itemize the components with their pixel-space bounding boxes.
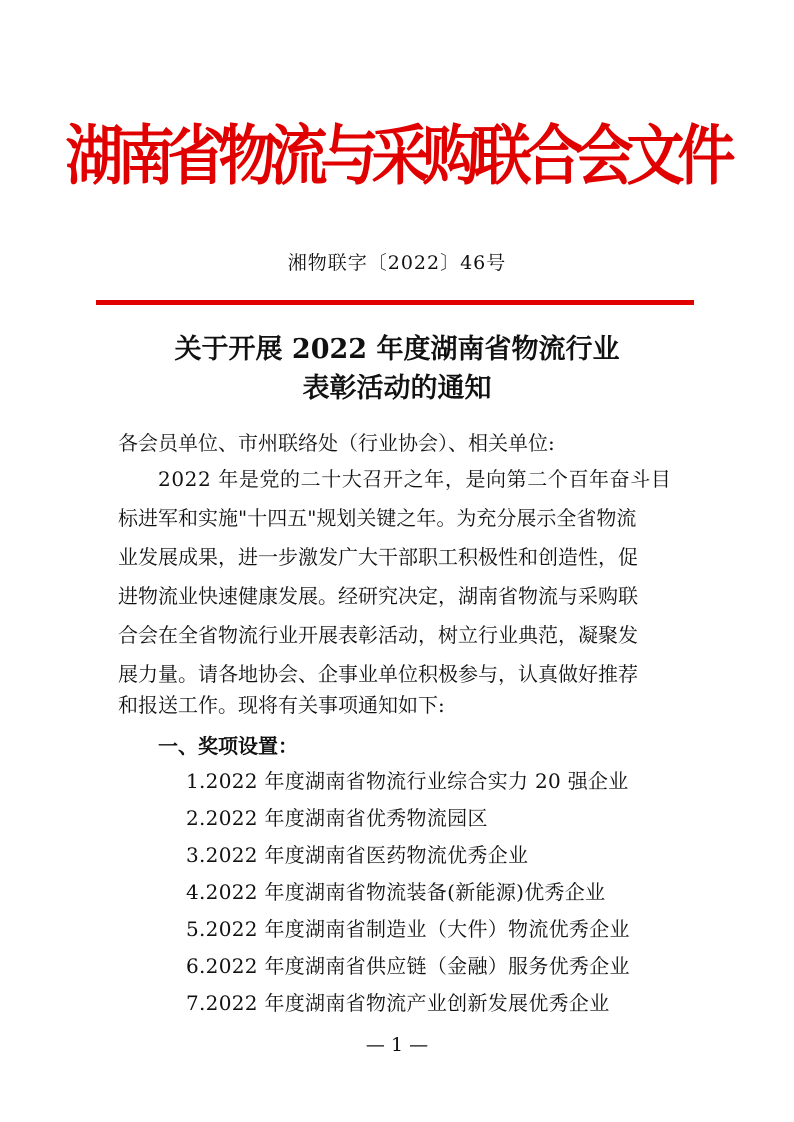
intro-paragraph-line: 和报送工作。现将有关事项通知如下: (118, 693, 445, 717)
intro-paragraph-line: 标进军和实施"十四五"规划关键之年。为充分展示全省物流 (118, 506, 637, 530)
award-item: 5.2022 年度湖南省制造业（大件）物流优秀企业 (186, 917, 630, 941)
award-item: 6.2022 年度湖南省供应链（金融）服务优秀企业 (186, 954, 630, 978)
award-item: 4.2022 年度湖南省物流装备(新能源)优秀企业 (186, 880, 606, 904)
award-item: 7.2022 年度湖南省物流产业创新发展优秀企业 (186, 991, 610, 1015)
section-heading-awards: 一、奖项设置： (158, 734, 298, 758)
intro-paragraph-line: 展力量。请各地协会、企事业单位积极参与，认真做好推荐 (118, 662, 638, 686)
page-number: — 1 — (365, 1034, 429, 1056)
intro-paragraph-line: 业发展成果，进一步激发广大干部职工积极性和创造性，促 (118, 545, 638, 569)
document-masthead: 湖南省物流与采购联合会文件 (65, 117, 729, 194)
red-divider (96, 300, 694, 305)
award-item: 2.2022 年度湖南省优秀物流园区 (186, 806, 488, 830)
award-item: 3.2022 年度湖南省医药物流优秀企业 (186, 843, 529, 867)
award-item: 1.2022 年度湖南省物流行业综合实力 20 强企业 (186, 769, 629, 793)
salutation: 各会员单位、市州联络处（行业协会）、相关单位: (118, 431, 555, 455)
intro-paragraph-line: 进物流业快速健康发展。经研究决定，湖南省物流与采购联 (118, 584, 638, 608)
document-number: 湘物联字〔2022〕46号 (287, 252, 507, 274)
intro-paragraph-line: 合会在全省物流行业开展表彰活动，树立行业典范，凝聚发 (118, 623, 638, 647)
intro-paragraph-line: 2022 年是党的二十大召开之年，是向第二个百年奋斗目 (158, 467, 672, 491)
document-title-line-1: 关于开展 2022 年度湖南省物流行业 (174, 334, 620, 365)
document-title-line-2: 表彰活动的通知 (302, 373, 492, 404)
